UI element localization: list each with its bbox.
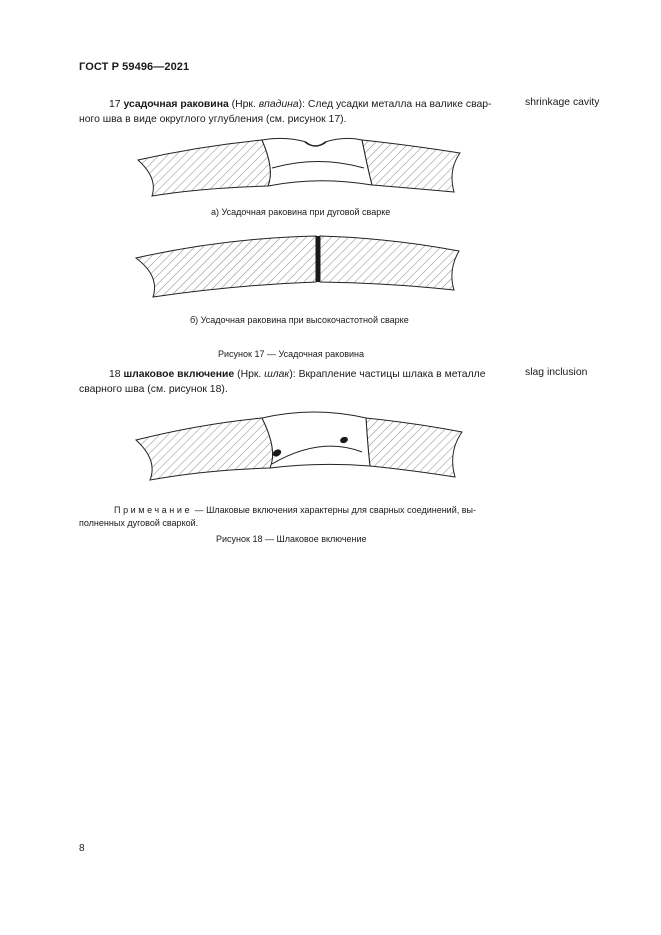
note-line2: полненных дуговой сваркой. [79,518,199,528]
term-18-synonym: шлак [264,369,290,380]
figure-17-caption: Рисунок 17 — Усадочная раковина [218,349,365,359]
term-17-english: shrinkage cavity [525,97,600,108]
term-17-synonym: впадина [258,99,299,110]
note-label: Примечание [114,505,193,515]
term-17-name: усадочная раковина [123,99,229,110]
term-18-text: ): Вкрапление частицы шлака в металле [289,369,486,380]
fig18-left-plate [136,418,273,480]
note-dash: — [192,505,207,515]
term-18-english: slag inclusion [525,367,588,378]
term-18-syn-prefix: (Нрк. [234,369,265,380]
term-17-syn-prefix: (Нрк. [228,99,259,110]
term-18-name: шлаковое включение [123,369,235,380]
term-17-number: 17 [109,99,121,110]
figure-17b-caption: б) Усадочная раковина при высокочастотной сварке [190,315,409,325]
term-18-number: 18 [109,369,121,380]
page-number: 8 [79,843,85,854]
note-text1: Шлаковые включения характерны для сварных соединений, вы- [206,505,476,515]
fig18-weld-bead [262,412,370,468]
figure-17a-caption: а) Усадочная раковина при дуговой сварке [211,207,391,217]
note-line1 [79,504,519,517]
figure-18-caption: Рисунок 18 — Шлаковое включение [216,534,367,544]
fig18-right-plate [366,418,462,477]
term-17-line2: ного шва в виде округлого углубления (см. рисунок 17). [79,114,347,125]
note-block [79,504,519,530]
term-18-line2: сварного шва (см. рисунок 18). [79,384,228,395]
term-17-text: ): След усадки металла на валике свар- [298,99,492,110]
document-code: ГОСТ Р 59496—2021 [79,61,190,73]
